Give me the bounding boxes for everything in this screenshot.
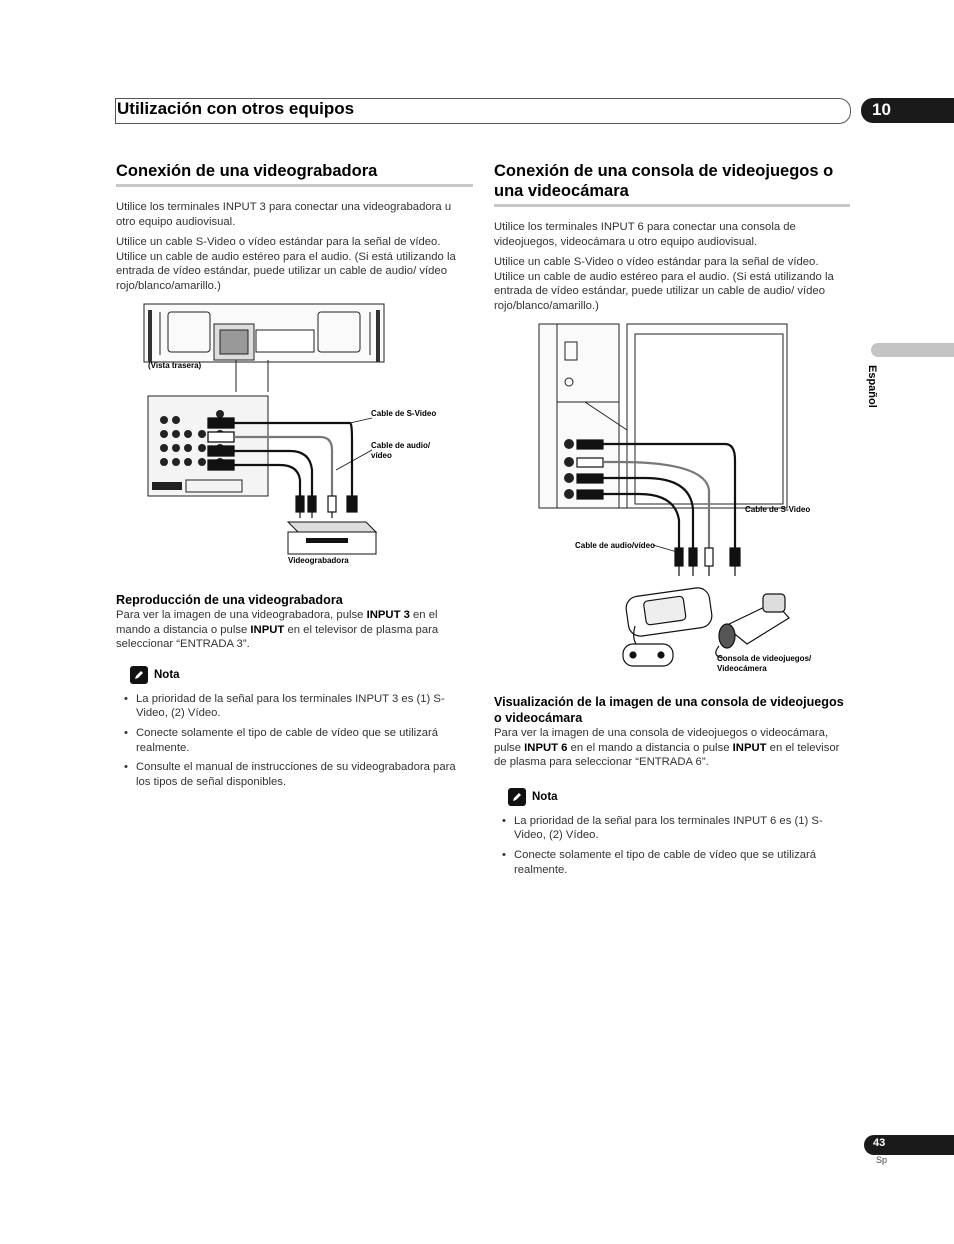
section-title: Utilización con otros equipos bbox=[117, 99, 355, 118]
vcr-icon bbox=[288, 522, 376, 554]
left-notes-list bbox=[116, 692, 473, 790]
vcr-device-label: Videograbadora bbox=[288, 556, 349, 565]
right-intro-paragraph: Utilice los terminales INPUT 6 para conectar una consola de videojuegos, videocámara u otro equipo audiovisual. bbox=[494, 221, 796, 248]
left-intro-paragraph: Utilice los terminales INPUT 3 para conectar una videograbadora u otro equipo audiovisual. bbox=[116, 201, 452, 228]
left-av-cable-label-line1: Cable de audio/ bbox=[371, 441, 431, 450]
left-sub-heading: Reproducción de una videograbadora bbox=[116, 593, 343, 607]
right-heading-rule bbox=[494, 204, 850, 207]
vcr-connection-diagram bbox=[140, 300, 480, 575]
rear-view-label: (Vista trasera) bbox=[148, 361, 202, 370]
left-note-label: Nota bbox=[154, 668, 180, 681]
page-number: 43 bbox=[873, 1137, 886, 1149]
left-svideo-cable-label: Cable de S-Video bbox=[371, 409, 437, 418]
game-console-icon bbox=[623, 586, 713, 666]
right-sub-heading: Visualización de la imagen de una consola de videojuegos o videocámara bbox=[494, 695, 844, 725]
console-label-line2: Videocámera bbox=[717, 664, 767, 673]
right-view-section bbox=[494, 694, 850, 882]
left-note-header bbox=[130, 666, 473, 684]
right-column bbox=[494, 161, 850, 320]
note-pencil-icon bbox=[508, 788, 526, 806]
note-pencil-icon bbox=[130, 666, 148, 684]
right-note-header bbox=[508, 788, 850, 806]
tv-rear-panel bbox=[144, 304, 384, 362]
language-label: Español bbox=[866, 365, 878, 408]
left-playback-paragraph: Para ver la imagen de una videograbadora, pulse INPUT 3 en el mando a distancia o pulse INPUT en el televisor de plasma para seleccionar “ENTRADA 3”. bbox=[116, 609, 439, 651]
right-notes-list bbox=[494, 814, 850, 877]
left-cable-paragraph: Utilice un cable S-Video o vídeo estándar para la señal de vídeo. Utilice un cable de audio estéreo para el audio. (Si está utilizando la entrada de vídeo estándar, puede utilizar un cable de audio/ vídeo rojo/blanco/amarillo.) bbox=[116, 236, 456, 292]
list-item: • La prioridad de la señal para los terminales INPUT 3 es (1) S-Video, (2) Vídeo. bbox=[116, 692, 473, 721]
left-heading-rule bbox=[116, 184, 473, 187]
list-item: • Conecte solamente el tipo de cable de vídeo que se utilizará realmente. bbox=[116, 726, 473, 755]
left-playback-section bbox=[116, 592, 473, 794]
page-lang-code: Sp bbox=[876, 1155, 888, 1165]
console-label-line1: Consola de videojuegos/ bbox=[717, 654, 812, 663]
chapter-number: 10 bbox=[872, 100, 891, 119]
console-camera-connection-diagram bbox=[535, 320, 815, 680]
right-note-label: Nota bbox=[532, 790, 558, 803]
left-av-cable-label-line2: vídeo bbox=[371, 451, 392, 460]
list-item: • Conecte solamente el tipo de cable de vídeo que se utilizará realmente. bbox=[494, 848, 850, 877]
right-av-cable-label: Cable de audio/vídeo bbox=[575, 541, 656, 550]
camcorder-icon bbox=[716, 594, 789, 658]
language-tab bbox=[871, 343, 954, 357]
left-column bbox=[116, 161, 473, 300]
right-svideo-cable-label: Cable de S-Video bbox=[745, 505, 811, 514]
right-view-paragraph: Para ver la imagen de una consola de videojuegos o videocámara, pulse INPUT 6 en el mando a distancia o pulse INPUT en el televisor de plasma para seleccionar “ENTRADA 6”. bbox=[494, 727, 840, 769]
list-item: • Consulte el manual de instrucciones de su videograbadora para los tipos de señal disponibles. bbox=[116, 760, 473, 789]
left-heading: Conexión de una videograbadora bbox=[116, 162, 378, 180]
list-item: • La prioridad de la señal para los terminales INPUT 6 es (1) S-Video, (2) Vídeo. bbox=[494, 814, 850, 843]
right-heading: Conexión de una consola de videojuegos o una videocámara bbox=[494, 162, 834, 200]
right-cable-paragraph: Utilice un cable S-Video o vídeo estándar para la señal de vídeo. Utilice un cable de audio estéreo para el audio. (Si está utilizando la entrada de vídeo estándar, puede utilizar un cable de audio/ vídeo rojo/blanco/amarillo.) bbox=[494, 256, 834, 312]
